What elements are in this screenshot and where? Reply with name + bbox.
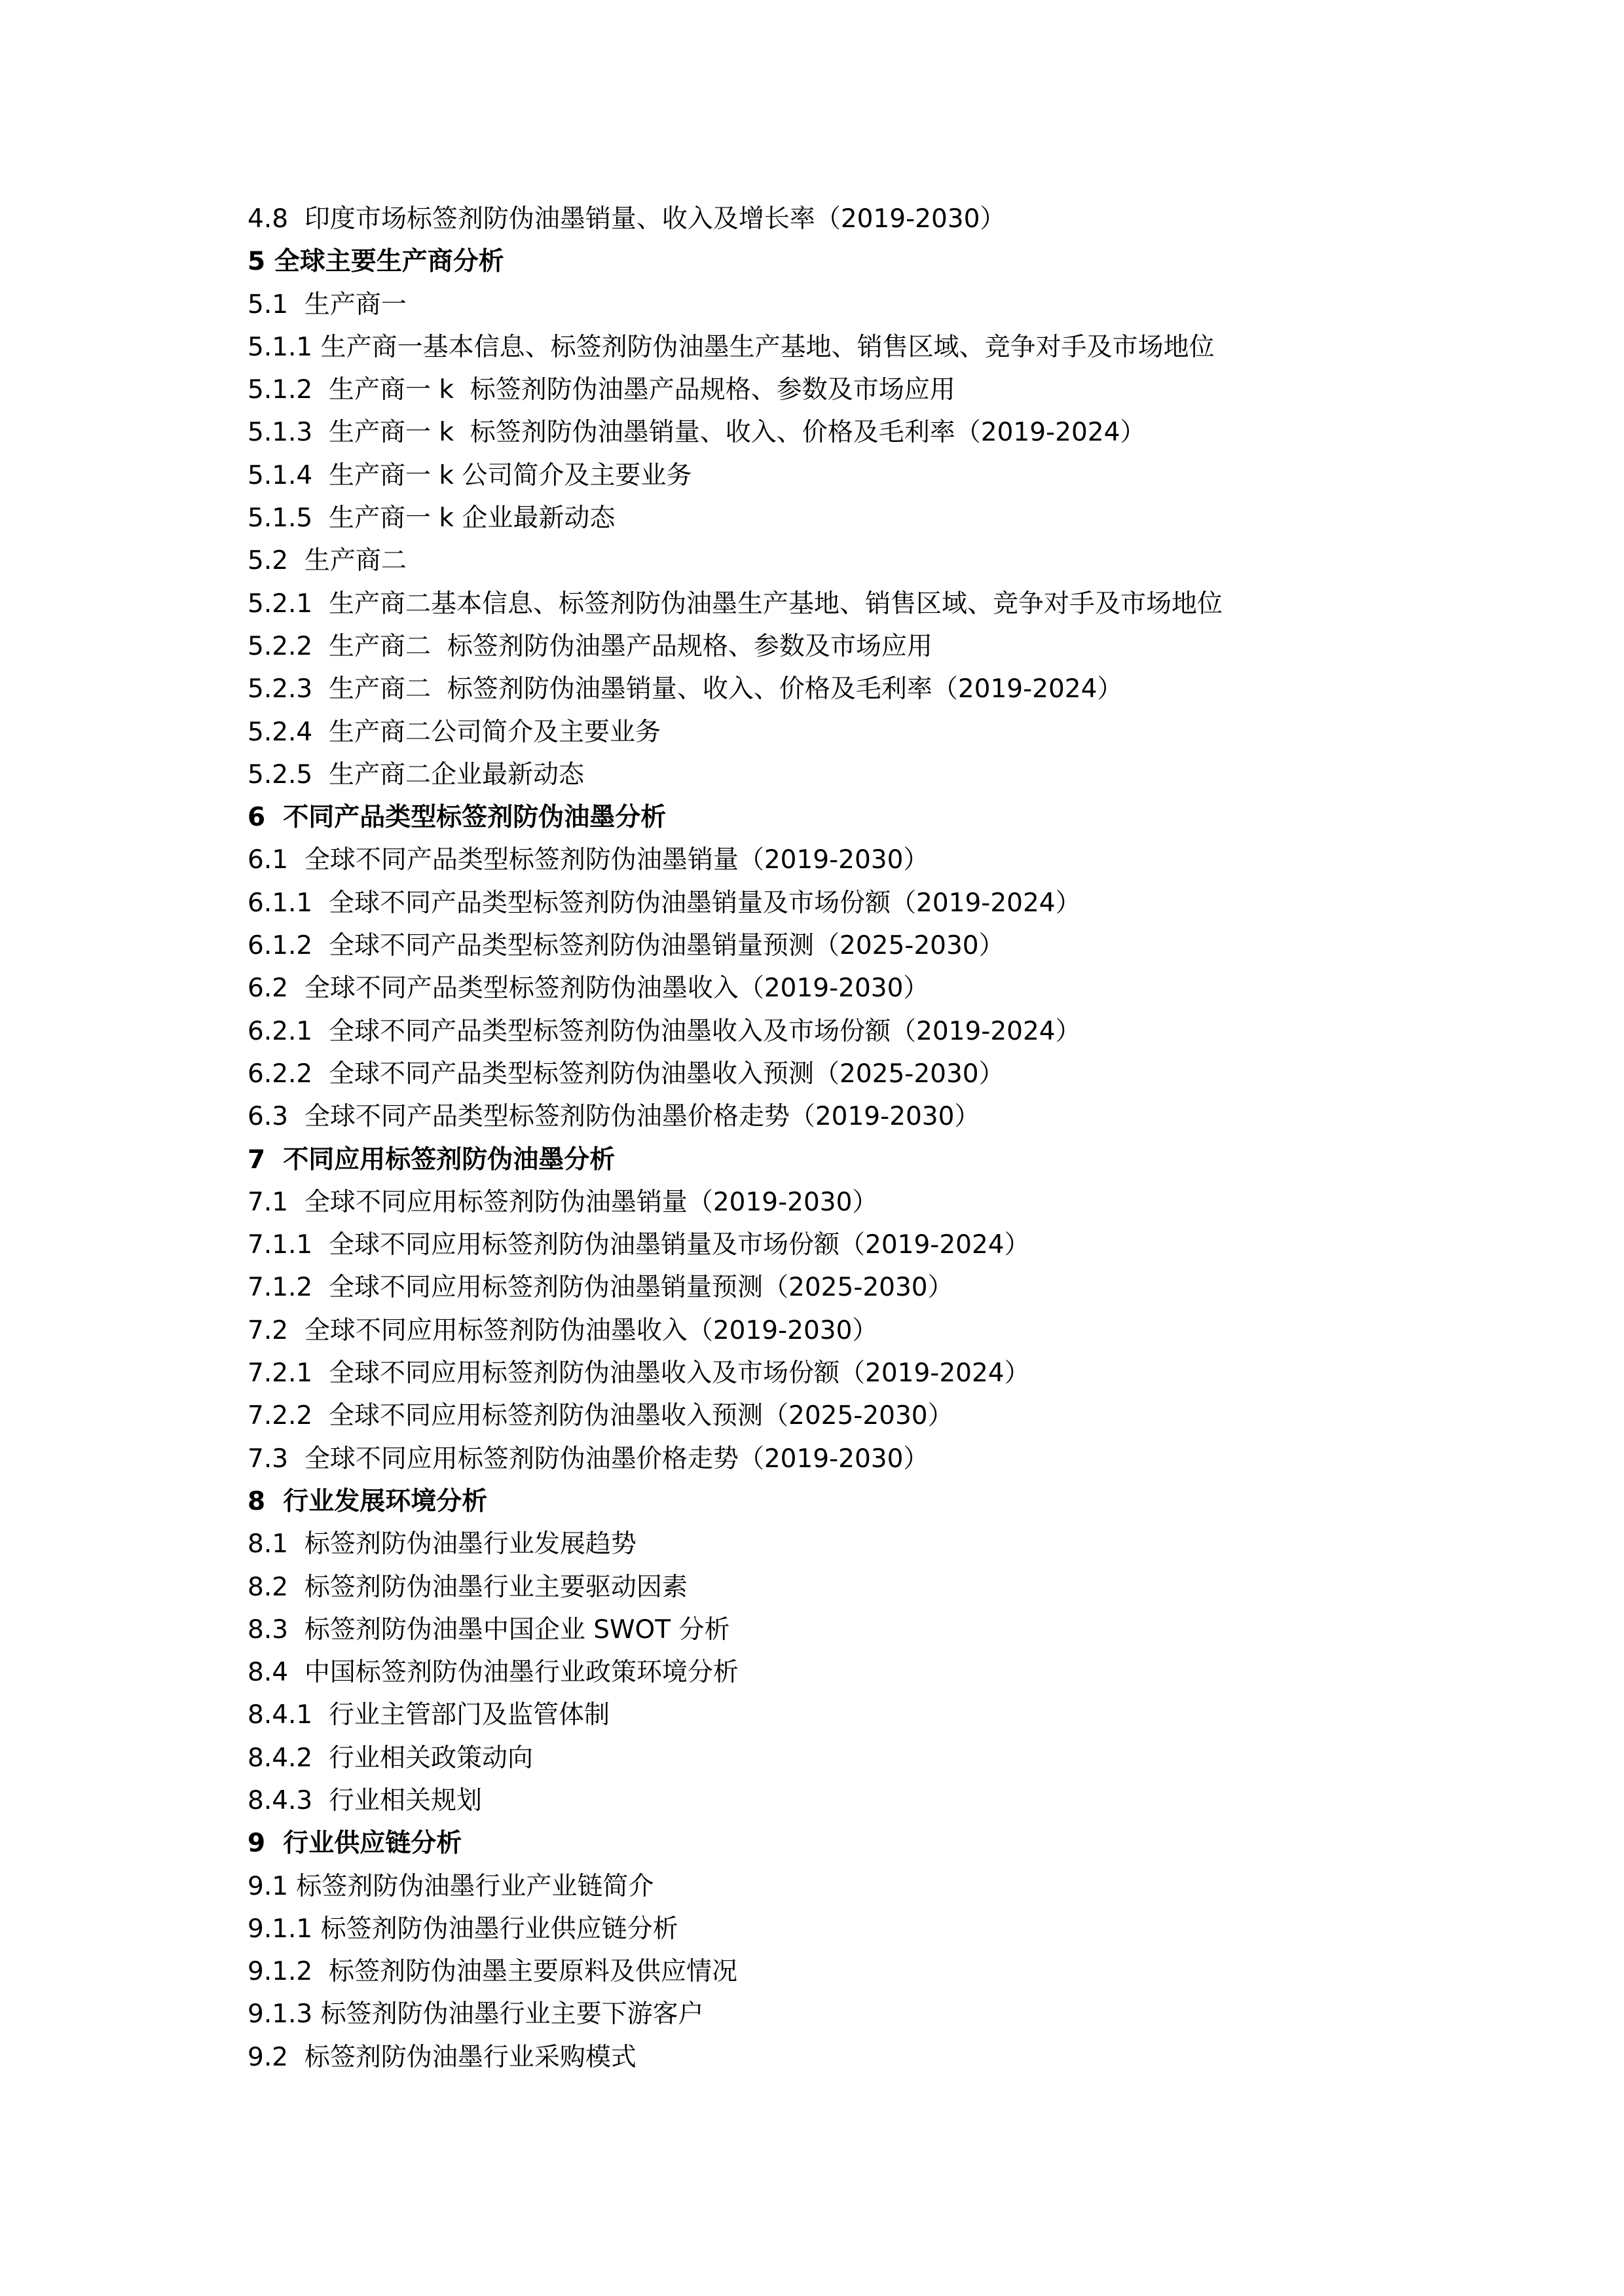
toc-entry: 7.1.2 全球不同应用标签剂防伪油墨销量预测（2025-2030） xyxy=(248,1273,953,1303)
toc-section-heading: 8 行业发展环境分析 xyxy=(248,1486,488,1516)
toc-entry: 9.1.2 标签剂防伪油墨主要原料及供应情况 xyxy=(248,1957,738,1987)
toc-entry: 5.2 生产商二 xyxy=(248,546,407,576)
toc-entry: 9.2 标签剂防伪油墨行业采购模式 xyxy=(248,2042,637,2072)
toc-entry: 7.1.1 全球不同应用标签剂防伪油墨销量及市场份额（2019-2024） xyxy=(248,1230,1030,1260)
toc-entry: 4.8 印度市场标签剂防伪油墨销量、收入及增长率（2019-2030） xyxy=(248,204,1006,234)
toc-entry: 6.1.2 全球不同产品类型标签剂防伪油墨销量预测（2025-2030） xyxy=(248,931,1005,961)
toc-entry: 5.1.3 生产商一 k 标签剂防伪油墨销量、收入、价格及毛利率（2019-2024） xyxy=(248,418,1146,448)
toc-entry: 5.1 生产商一 xyxy=(248,289,407,319)
toc-entry: 7.2 全球不同应用标签剂防伪油墨收入（2019-2030） xyxy=(248,1315,878,1345)
toc-section-heading: 5 全球主要生产商分析 xyxy=(248,247,504,277)
toc-entry: 8.4.2 行业相关政策动向 xyxy=(248,1743,534,1773)
toc-entry: 8.3 标签剂防伪油墨中国企业 SWOT 分析 xyxy=(248,1614,730,1645)
toc-entry: 5.1.4 生产商一 k 公司简介及主要业务 xyxy=(248,460,692,490)
toc-entry: 7.2.1 全球不同应用标签剂防伪油墨收入及市场份额（2019-2024） xyxy=(248,1358,1030,1389)
toc-entry: 7.3 全球不同应用标签剂防伪油墨价格走势（2019-2030） xyxy=(248,1444,929,1474)
toc-entry: 8.4.3 行业相关规划 xyxy=(248,1785,483,1815)
toc-entry: 8.2 标签剂防伪油墨行业主要驱动因素 xyxy=(248,1572,688,1602)
toc-entry: 5.2.2 生产商二 标签剂防伪油墨产品规格、参数及市场应用 xyxy=(248,631,932,661)
toc-entry: 5.1.5 生产商一 k 企业最新动态 xyxy=(248,503,616,534)
toc-entry: 7.1 全球不同应用标签剂防伪油墨销量（2019-2030） xyxy=(248,1187,878,1217)
toc-entry: 9.1.3 标签剂防伪油墨行业主要下游客户 xyxy=(248,1999,704,2030)
toc-section-heading: 6 不同产品类型标签剂防伪油墨分析 xyxy=(248,803,667,833)
toc-section-heading: 7 不同应用标签剂防伪油墨分析 xyxy=(248,1144,616,1175)
toc-entry: 6.1 全球不同产品类型标签剂防伪油墨销量（2019-2030） xyxy=(248,845,929,875)
toc-entry: 6.2.2 全球不同产品类型标签剂防伪油墨收入预测（2025-2030） xyxy=(248,1059,1005,1089)
toc-entry: 6.2 全球不同产品类型标签剂防伪油墨收入（2019-2030） xyxy=(248,974,929,1004)
toc-entry: 8.1 标签剂防伪油墨行业发展趋势 xyxy=(248,1529,637,1559)
toc-entry: 6.2.1 全球不同产品类型标签剂防伪油墨收入及市场份额（2019-2024） xyxy=(248,1016,1081,1046)
toc-entry: 9.1.1 标签剂防伪油墨行业供应链分析 xyxy=(248,1914,678,1944)
toc-entry: 5.1.1 生产商一基本信息、标签剂防伪油墨生产基地、销售区域、竞争对手及市场地位 xyxy=(248,332,1215,362)
toc-entry: 7.2.2 全球不同应用标签剂防伪油墨收入预测（2025-2030） xyxy=(248,1401,953,1431)
toc-entry: 6.1.1 全球不同产品类型标签剂防伪油墨销量及市场份额（2019-2024） xyxy=(248,888,1081,918)
table-of-contents xyxy=(248,198,1492,2079)
toc-entry: 9.1 标签剂防伪油墨行业产业链简介 xyxy=(248,1871,654,1901)
toc-entry: 6.3 全球不同产品类型标签剂防伪油墨价格走势（2019-2030） xyxy=(248,1102,980,1132)
toc-entry: 5.2.4 生产商二公司简介及主要业务 xyxy=(248,717,661,747)
toc-entry: 8.4.1 行业主管部门及监管体制 xyxy=(248,1700,610,1730)
toc-section-heading: 9 行业供应链分析 xyxy=(248,1829,462,1859)
toc-entry: 8.4 中国标签剂防伪油墨行业政策环境分析 xyxy=(248,1658,739,1688)
toc-entry: 5.2.5 生产商二企业最新动态 xyxy=(248,759,585,790)
toc-entry: 5.2.3 生产商二 标签剂防伪油墨销量、收入、价格及毛利率（2019-2024） xyxy=(248,674,1123,704)
toc-entry: 5.2.1 生产商二基本信息、标签剂防伪油墨生产基地、销售区域、竞争对手及市场地位 xyxy=(248,589,1223,619)
toc-entry: 5.1.2 生产商一 k 标签剂防伪油墨产品规格、参数及市场应用 xyxy=(248,375,955,405)
